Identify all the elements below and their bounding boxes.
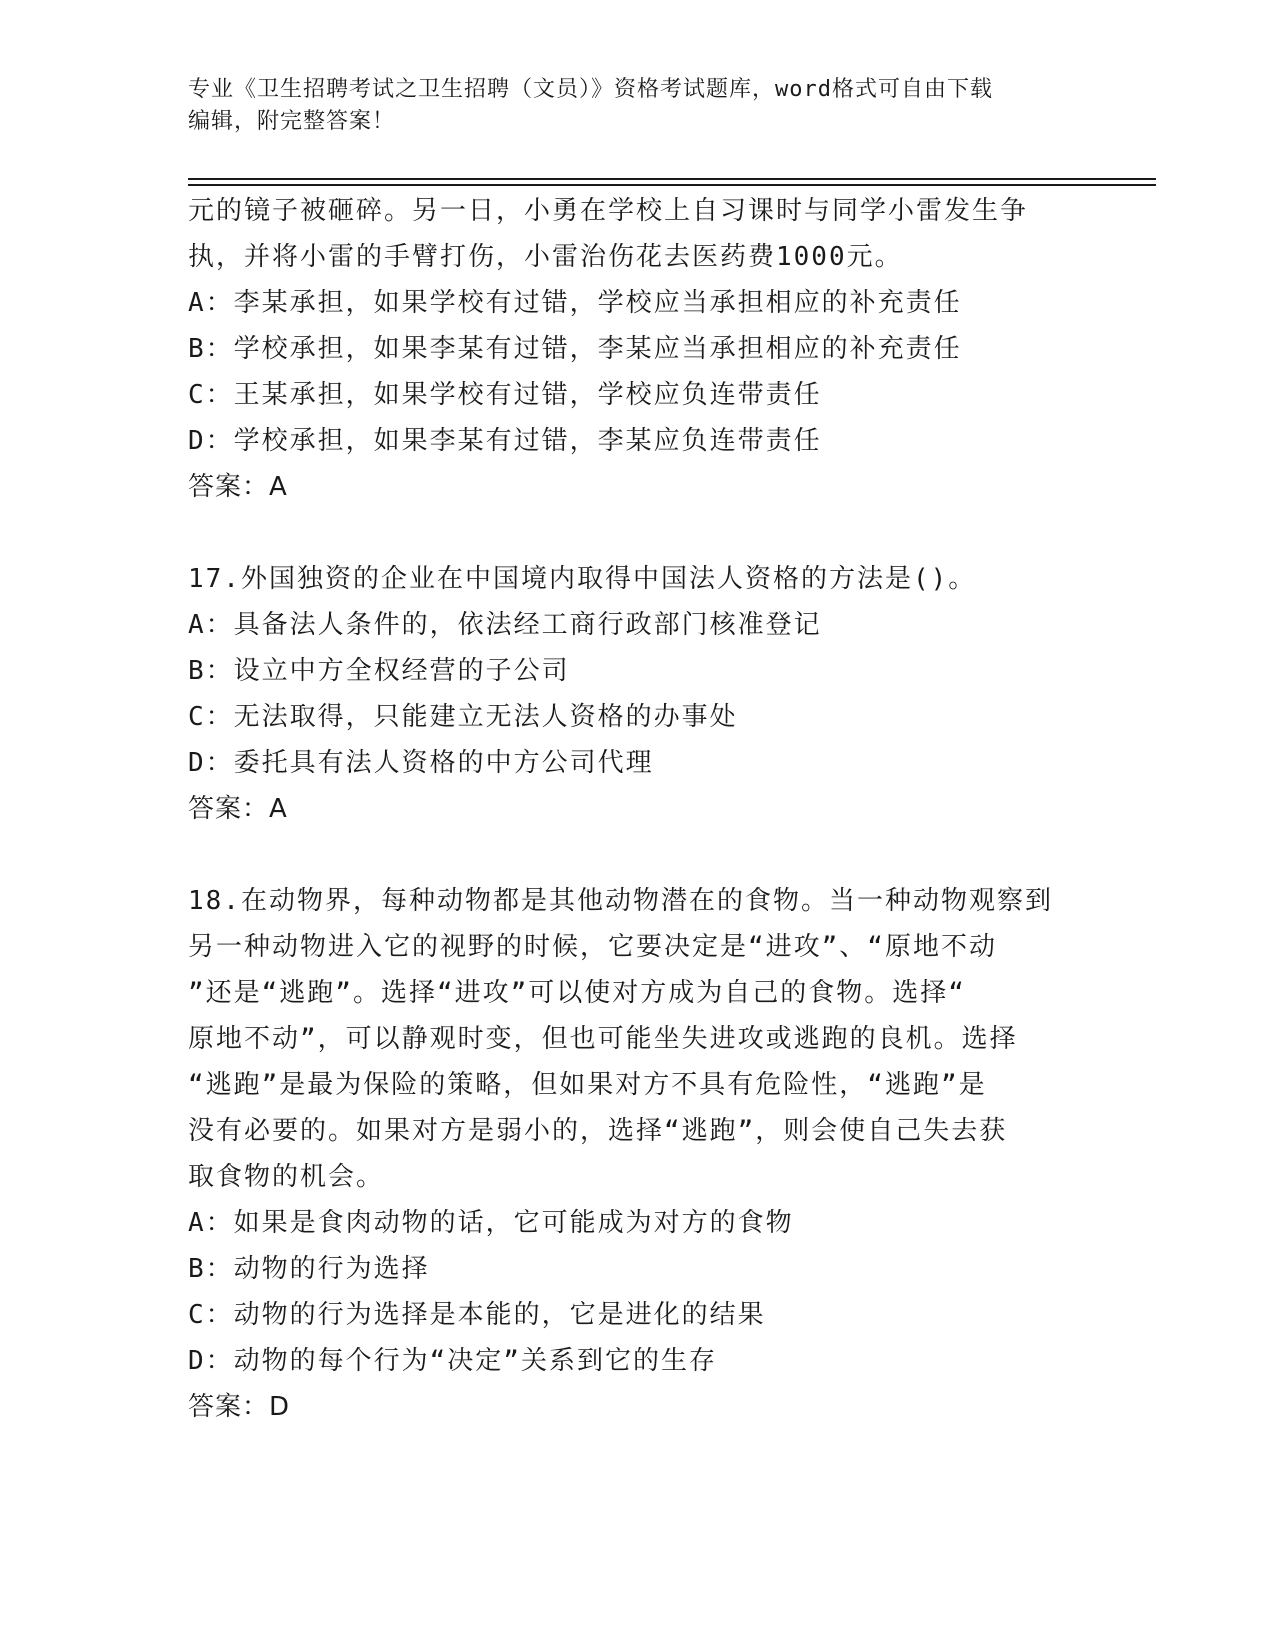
option-d: D：学校承担，如果李某有过错，李某应负连带责任 [188, 426, 822, 456]
option-d: D：委托具有法人资格的中方公司代理 [188, 748, 654, 778]
option-a: A：具备法人条件的，依法经工商行政部门核准登记 [188, 610, 822, 640]
answer-line: 答案：D [188, 1392, 291, 1422]
question-17 [188, 556, 1088, 832]
question-18 [188, 878, 1088, 1430]
answer-line: 答案：A [188, 794, 288, 824]
option-a: A：如果是食肉动物的话，它可能成为对方的食物 [188, 1208, 794, 1238]
header-divider-top [188, 178, 1156, 180]
question-list [188, 188, 1088, 1430]
header-line-1: 专业《卫生招聘考试之卫生招聘（文员）》资格考试题库，word格式可自由下载 [188, 77, 993, 102]
question-text: 元的镜子被砸碎。另一日，小勇在学校上自习课时与同学小雷发生争 执，并将小雷的手臂打伤，小雷治伤花去医药费1000元。 [188, 196, 1029, 272]
question-text: 18.在动物界，每种动物都是其他动物潜在的食物。当一种动物观察到 另一种动物进入它的视野的时候，它要决定是“进攻”、“原地不动 ”还是“逃跑”。选择“进攻”可以使对方成为自己的食物。选择“ 原地不动”，可以静观时变，但也可能坐失进攻或逃跑的良机。选择 “逃跑”是最为保险的策略，但如果对方不具有危险性，“逃跑”是 没有必要的。如果对方是弱小的，选择“逃跑”，则会使自己失去获 取食物的机会。 [188, 886, 1053, 1192]
option-a: A：李某承担，如果学校有过错，学校应当承担相应的补充责任 [188, 288, 962, 318]
option-c: C：无法取得，只能建立无法人资格的办事处 [188, 702, 738, 732]
document-header [188, 74, 1108, 138]
option-b: B：学校承担，如果李某有过错，李某应当承担相应的补充责任 [188, 334, 962, 364]
question-16-continued [188, 188, 1088, 510]
option-c: C：动物的行为选择是本能的，它是进化的结果 [188, 1300, 766, 1330]
option-b: B：设立中方全权经营的子公司 [188, 656, 570, 686]
option-d: D：动物的每个行为“决定”关系到它的生存 [188, 1346, 717, 1376]
header-line-2: 编辑，附完整答案！ [188, 109, 396, 134]
question-text: 17.外国独资的企业在中国境内取得中国法人资格的方法是()。 [188, 564, 977, 594]
option-b: B：动物的行为选择 [188, 1254, 430, 1284]
answer-line: 答案：A [188, 472, 288, 502]
option-c: C：王某承担，如果学校有过错，学校应负连带责任 [188, 380, 822, 410]
header-divider-bottom [188, 184, 1156, 186]
